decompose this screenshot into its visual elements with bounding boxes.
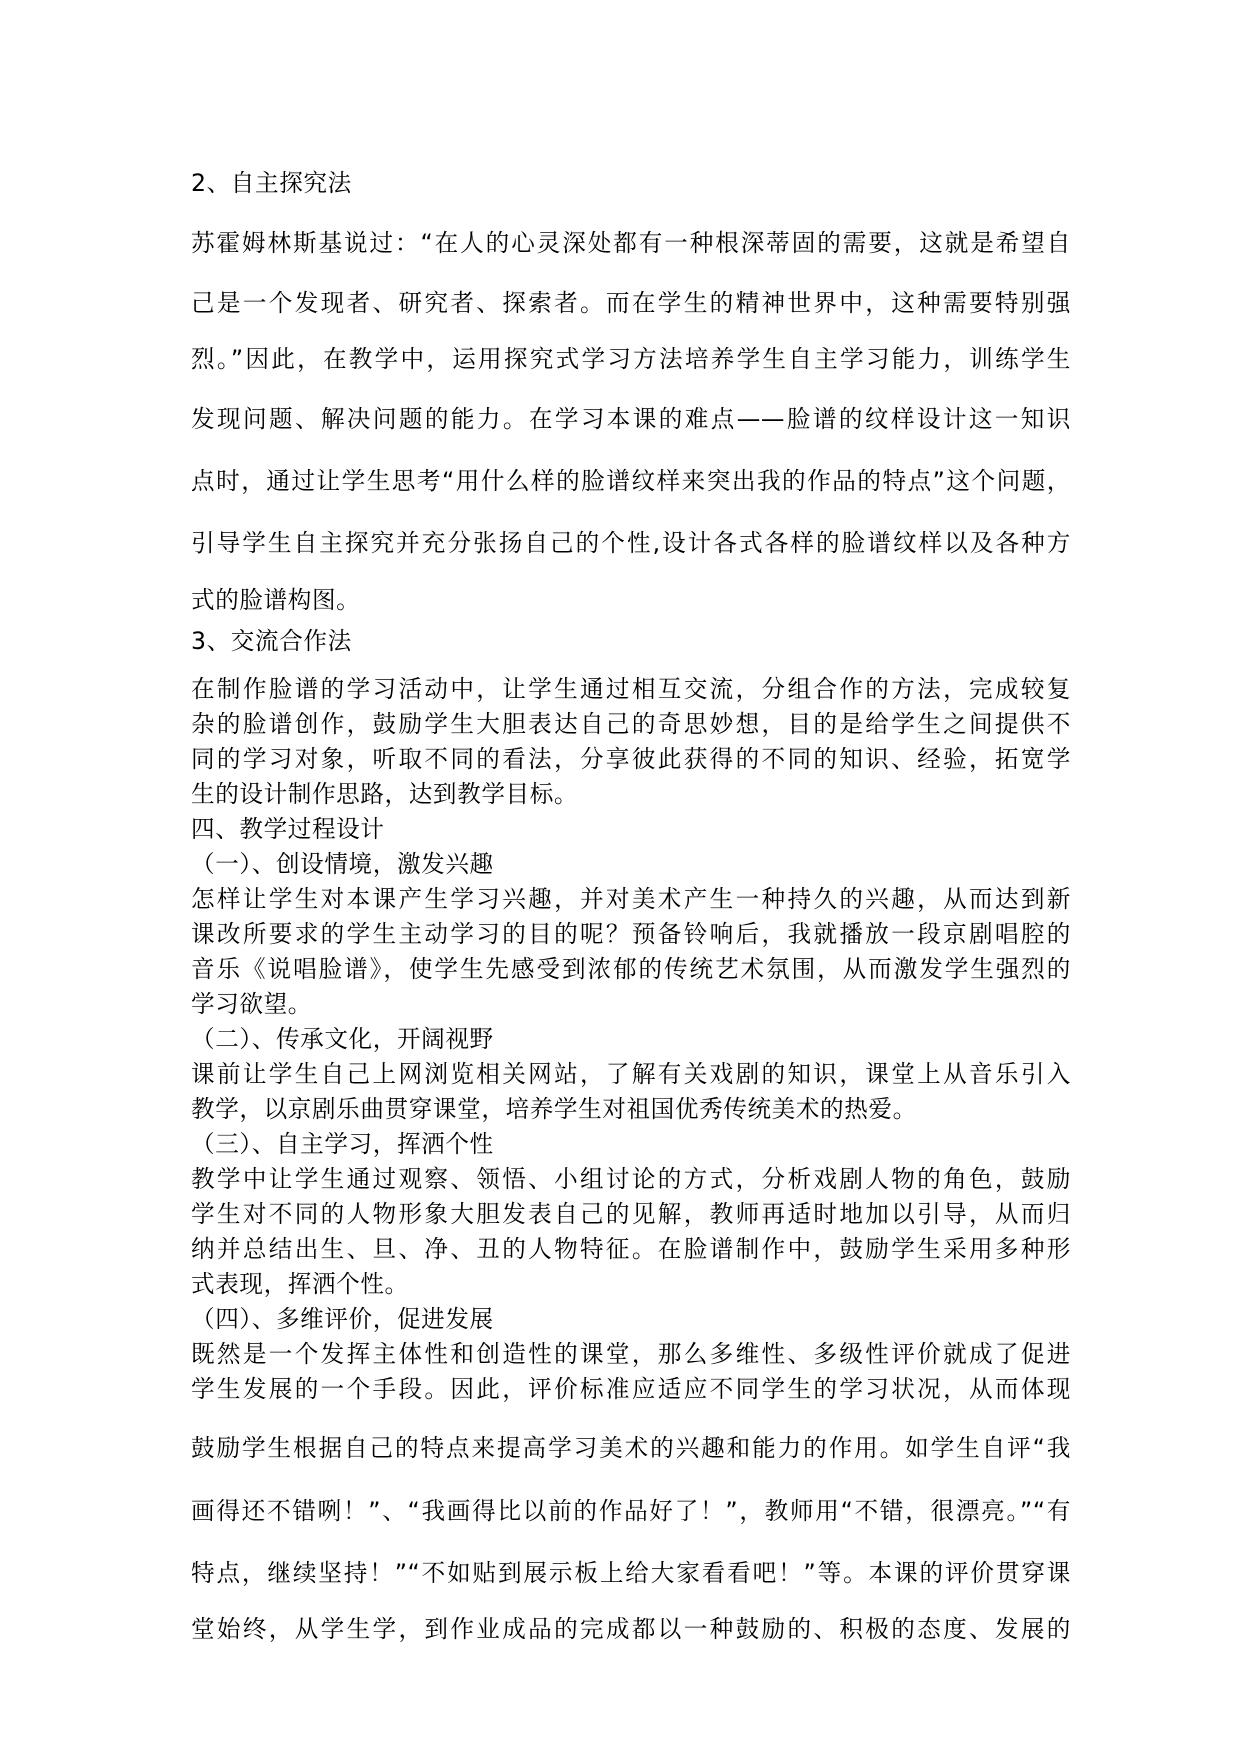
paragraph-line: 课改所要求的学生主动学习的目的呢？预备铃响后，我就播放一段京剧唱腔的 (191, 920, 1071, 948)
paragraph-line: 堂始终，从学生学，到作业成品的完成都以一种鼓励的、积极的态度、发展的 (191, 1615, 1071, 1643)
paragraph-line: 学习欲望。 (191, 990, 312, 1018)
subsection-heading: （二）、传承文化，开阔视野 (191, 1025, 494, 1053)
paragraph-line: 教学，以京剧乐曲贯穿课堂，培养学生对祖国优秀传统美术的热爱。 (191, 1095, 917, 1123)
paragraph-line: 音乐《说唱脸谱》，使学生先感受到浓郁的传统艺术氛围，从而激发学生强烈的 (191, 955, 1071, 983)
subsection-heading: （三）、自主学习，挥洒个性 (191, 1130, 494, 1158)
paragraph-line: 引导学生自主探究并充分张扬自己的个性,设计各式各样的脸谱纹样以及各种方 (191, 529, 1071, 557)
paragraph-line: 苏霍姆林斯基说过：“在人的心灵深处都有一种根深蒂固的需要，这就是希望自 (191, 229, 1071, 257)
paragraph-line: 特点，继续坚持！”“不如贴到展示板上给大家看看吧！”等。本课的评价贯穿课 (191, 1559, 1071, 1587)
paragraph-line: 式的脸谱构图。 (191, 586, 361, 614)
paragraph-line: 怎样让学生对本课产生学习兴趣，并对美术产生一种持久的兴趣，从而达到新 (191, 885, 1071, 913)
paragraph-line: 画得还不错咧！”、“我画得比以前的作品好了！”，教师用“不错，很漂亮。”“有 (191, 1497, 1071, 1525)
paragraph-line: 既然是一个发挥主体性和创造性的课堂，那么多维性、多级性评价就成了促进 (191, 1340, 1071, 1368)
paragraph-line: 式表现，挥洒个性。 (191, 1270, 409, 1298)
paragraph-line: 鼓励学生根据自己的特点来提高学习美术的兴趣和能力的作用。如学生自评“我 (191, 1434, 1071, 1462)
paragraph-line: 点时，通过让学生思考“用什么样的脸谱纹样来突出我的作品的特点”这个问题， (191, 467, 1071, 495)
section-heading: 四、教学过程设计 (191, 815, 385, 843)
paragraph-line: 发现问题、解决问题的能力。在学习本课的难点——脸谱的纹样设计这一知识 (191, 405, 1071, 433)
paragraph-line: 纳并总结出生、旦、净、丑的人物特征。在脸谱制作中，鼓励学生采用多种形 (191, 1235, 1071, 1263)
paragraph-line: 学生发展的一个手段。因此，评价标准应适应不同学生的学习状况，从而体现 (191, 1375, 1071, 1403)
section-heading: 2、自主探究法 (191, 169, 352, 197)
subsection-heading: （一）、创设情境，激发兴趣 (191, 850, 494, 878)
subsection-heading: （四）、多维评价，促进发展 (191, 1305, 494, 1333)
paragraph-line: 学生对不同的人物形象大胆发表自己的见解，教师再适时地加以引导，从而归 (191, 1200, 1071, 1228)
paragraph-line: 在制作脸谱的学习活动中，让学生通过相互交流，分组合作的方法，完成较复 (191, 675, 1071, 703)
paragraph-line: 课前让学生自己上网浏览相关网站，了解有关戏剧的知识，课堂上从音乐引入 (191, 1060, 1071, 1088)
paragraph-line: 杂的脸谱创作，鼓励学生大胆表达自己的奇思妙想，目的是给学生之间提供不 (191, 710, 1071, 738)
paragraph-line: 烈。”因此，在教学中，运用探究式学习方法培养学生自主学习能力，训练学生 (191, 345, 1071, 373)
paragraph-line: 己是一个发现者、研究者、探索者。而在学生的精神世界中，这种需要特别强 (191, 289, 1071, 317)
paragraph-line: 同的学习对象，听取不同的看法，分享彼此获得的不同的知识、经验，拓宽学 (191, 745, 1071, 773)
section-heading: 3、交流合作法 (191, 627, 352, 655)
paragraph-line: 生的设计制作思路，达到教学目标。 (191, 780, 579, 808)
paragraph-line: 教学中让学生通过观察、领悟、小组讨论的方式，分析戏剧人物的角色，鼓励 (191, 1165, 1071, 1193)
